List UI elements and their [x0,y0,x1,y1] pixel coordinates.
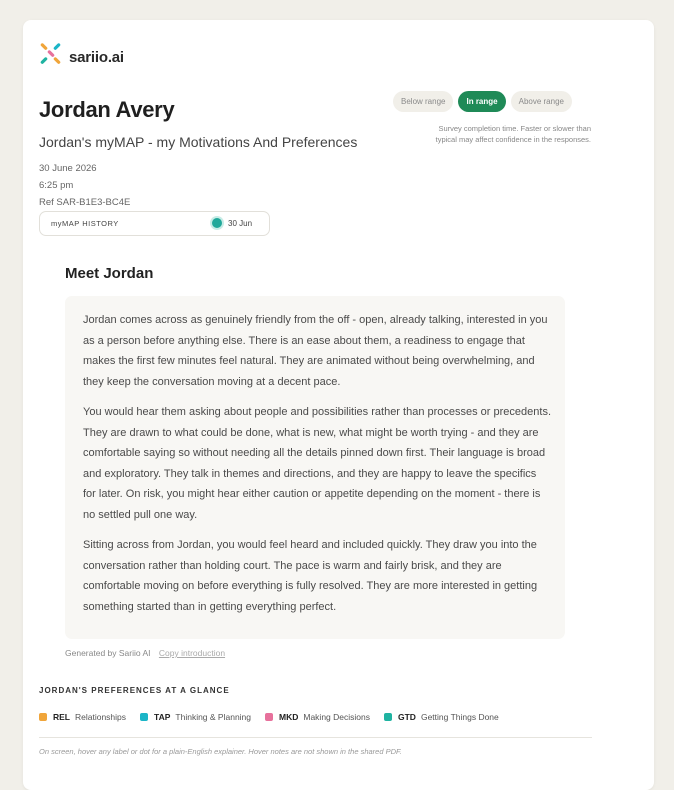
preference-label[interactable]: Getting Things Done [420,712,499,722]
sariio-logo-icon [39,43,63,72]
intro-paragraph: Sitting across from Jordan, you would feel heard and included quickly. They draw you into the conversation rather than holding court. The pace is warm and fairly brisk, and they are comfortable moving on before everything is fully resolved. They are more interested in getting something started than in getting everything perfect. [83,539,538,613]
rel-dot-icon[interactable] [39,713,47,721]
preference-rel[interactable] [39,712,126,722]
history-selector[interactable] [39,211,270,236]
brand-name: sariio.ai [69,49,124,66]
divider [39,737,592,738]
preference-code[interactable]: TAP [154,712,171,722]
profile-name: Jordan Avery [39,97,175,122]
preference-label[interactable]: Making Decisions [303,712,370,722]
intro-paragraph: You would hear them asking about people and possibilities rather than processes or precedents. They are drawn to what could be done, what is new, what might be worth trying - and they are comfortable saying so without needing all the details pinned down first. Their language is broad and exploratory. They talk in themes and directions, and they are happy to leave the specifics for later. On risk, you might hear either caution or appetite depending on the moment - there is no settled pull one way. [83,406,551,521]
mkd-dot-icon[interactable] [265,713,273,721]
preference-label[interactable]: Relationships [75,712,127,722]
history-date[interactable]: 30 Jun [228,219,253,228]
intro-title: Meet Jordan [65,265,154,282]
history-dot-icon[interactable] [212,218,222,228]
preference-code[interactable]: MKD [279,712,299,722]
copy-introduction-link[interactable]: Copy introduction [158,648,226,658]
range-toggle [393,91,572,112]
gtd-dot-icon[interactable] [384,713,392,721]
generated-by: Generated by Sariio AI [65,648,151,658]
tap-dot-icon[interactable] [140,713,148,721]
preference-gtd[interactable] [384,712,499,722]
range-in-pill[interactable]: In range [458,91,505,112]
preference-label[interactable]: Thinking & Planning [175,712,252,722]
preference-mkd[interactable] [265,712,370,722]
generated-footer [65,648,225,658]
range-below-pill[interactable]: Below range [393,91,453,112]
range-above-pill[interactable]: Above range [511,91,572,112]
history-label: myMAP HISTORY [51,219,119,228]
profile-subtitle: Jordan's myMAP - my Motivations And Preferences [39,134,358,150]
preferences-title: JORDAN'S PREFERENCES AT A GLANCE [39,686,230,695]
preference-code[interactable]: REL [53,712,70,722]
intro-paragraph: Jordan comes across as genuinely friendly from the off - open, already talking, interested in you as a person before anything else. There is an ease about them, a readiness to engage that makes the first few minutes feel natural. They are animated without being overwhelming, and they keep the conversation moving at a decent pace. [83,314,548,388]
brand[interactable] [39,43,124,72]
preference-code[interactable]: GTD [398,712,416,722]
intro-box [65,296,565,639]
profile-date: 30 June 2026 [39,163,97,174]
profile-ref: Ref SAR-B1E3-BC4E [39,197,131,208]
preference-tap[interactable] [140,712,251,722]
profile-time: 6:25 pm [39,180,74,191]
range-note: Survey completion time. Faster or slower than typical may affect confidence in the responses. [435,124,591,144]
hover-note: On screen, hover any label or dot for a plain-English explainer. Hover notes are not shown in the shared PDF. [39,747,402,756]
preferences-legend [39,712,513,722]
